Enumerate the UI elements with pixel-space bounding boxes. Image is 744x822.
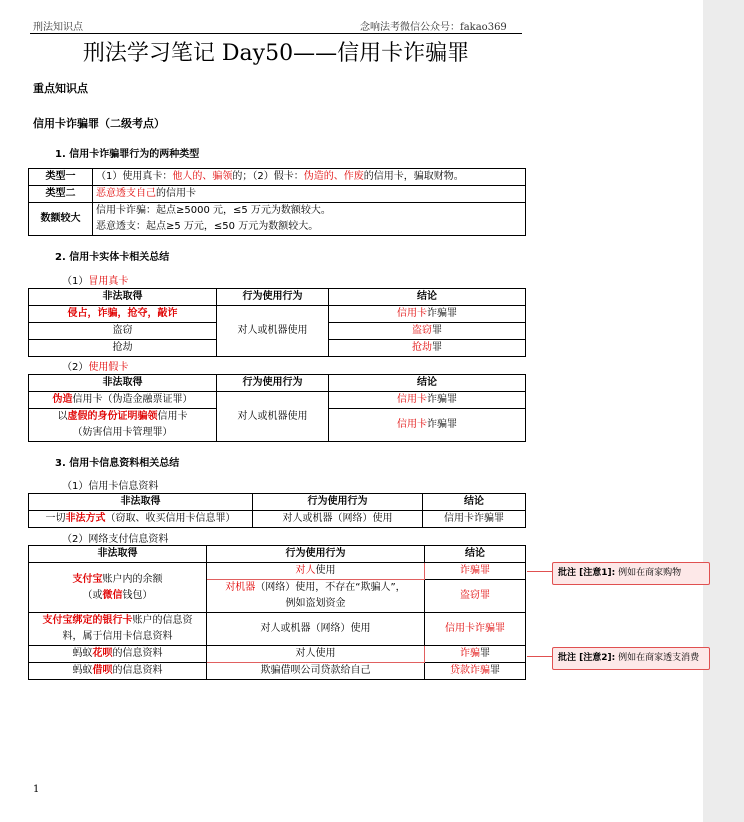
col-header-conclusion: 结论 — [423, 494, 526, 511]
type2-text: 恶意透支自己的信用卡 — [93, 186, 526, 203]
comment-margin — [703, 0, 744, 822]
cell-conclusion: 信用卡诈骗罪 — [425, 613, 526, 646]
header-rule — [30, 33, 522, 34]
s1-heading: 1. 信用卡诈骗罪行为的两种类型 — [55, 149, 200, 160]
cell-acquire: 侵占，诈骗，抢夺，敲诈 — [29, 306, 217, 323]
amount-label: 数额较大 — [29, 203, 93, 236]
comment-2[interactable]: 批注 [注意2]: 例如在商家透支消费 — [552, 647, 710, 670]
cell-acquire: 蚂蚁花呗的信息资料 — [29, 646, 207, 663]
col-header-conclusion: 结论 — [425, 546, 526, 563]
types-table — [28, 168, 526, 236]
table-row — [29, 306, 526, 323]
comment-connector-2 — [527, 656, 552, 657]
cell-conclusion: 信用卡诈骗罪 — [329, 409, 526, 442]
comment-connector-1 — [527, 571, 552, 572]
col-header-use: 行为使用行为 — [217, 289, 329, 306]
cell-acquire: 一切非法方式（窃取、收买信用卡信息罪） — [29, 511, 253, 528]
page-number: 1 — [33, 784, 40, 795]
section-crime: 信用卡诈骗罪（二级考点） — [33, 117, 165, 130]
fake-card-table — [28, 374, 526, 442]
comment-1[interactable]: 批注 [注意1]: 例如在商家购物 — [552, 562, 710, 585]
col-header-use: 行为使用行为 — [207, 546, 425, 563]
col-header-acquire: 非法取得 — [29, 546, 207, 563]
cell-conclusion: 盗窃罪 — [329, 323, 526, 340]
cell-use: 对人或机器（网络）使用 — [207, 613, 425, 646]
cell-conclusion: 贷款诈骗罪 — [425, 663, 526, 680]
cell-conclusion: 抢劫罪 — [329, 340, 526, 357]
table-row — [29, 546, 526, 563]
cell-conclusion: 诈骗罪 — [425, 646, 526, 663]
cell-acquire: 蚂蚁借呗的信息资料 — [29, 663, 207, 680]
cell-conclusion: 信用卡诈骗罪 — [329, 306, 526, 323]
table-row — [29, 169, 526, 186]
table-row — [29, 563, 526, 580]
table-row — [29, 289, 526, 306]
table-row — [29, 186, 526, 203]
cell-use: 对人使用 — [207, 646, 425, 663]
col-header-conclusion: 结论 — [329, 289, 526, 306]
cell-use: 对人或机器使用 — [217, 392, 329, 442]
cell-acquire: 抢劫 — [29, 340, 217, 357]
s2-heading: 2. 信用卡实体卡相关总结 — [55, 252, 170, 263]
cell-use: 欺骗借呗公司贷款给自己 — [207, 663, 425, 680]
table-row — [29, 663, 526, 680]
cell-acquire: 支付宝账户内的余额 （或微信钱包） — [29, 563, 207, 613]
cell-acquire: 盗窃 — [29, 323, 217, 340]
cell-conclusion: 信用卡诈骗罪 — [329, 392, 526, 409]
table-row — [29, 392, 526, 409]
card-info-table — [28, 493, 526, 528]
type2-label: 类型二 — [29, 186, 93, 203]
table-row — [29, 494, 526, 511]
cell-use: 对人或机器（网络）使用 — [253, 511, 423, 528]
header-right: 念响法考微信公众号：fakao369 — [360, 22, 507, 33]
cell-conclusion: 信用卡诈骗罪 — [423, 511, 526, 528]
table-row — [29, 203, 526, 236]
type1-label: 类型一 — [29, 169, 93, 186]
section-key-points: 重点知识点 — [33, 82, 88, 95]
s2-sub2: （2）使用假卡 — [62, 362, 129, 373]
s3-heading: 3. 信用卡信息资料相关总结 — [55, 458, 180, 469]
s2-sub1: （1）冒用真卡 — [62, 276, 129, 287]
table-row — [29, 613, 526, 646]
cell-acquire: 支付宝绑定的银行卡账户的信息资 料，属于信用卡信息资料 — [29, 613, 207, 646]
col-header-use: 行为使用行为 — [253, 494, 423, 511]
cell-acquire: 以虚假的身份证明骗领信用卡 （妨害信用卡管理罪） — [29, 409, 217, 442]
s3-sub2: （2）网络支付信息资料 — [62, 534, 169, 545]
col-header-conclusion: 结论 — [329, 375, 526, 392]
cell-use: 对人使用 — [207, 563, 425, 580]
col-header-use: 行为使用行为 — [217, 375, 329, 392]
col-header-acquire: 非法取得 — [29, 494, 253, 511]
cell-acquire: 伪造信用卡（伪造金融票证罪） — [29, 392, 217, 409]
type1-text: （1）使用真卡：他人的、骗领的；（2）假卡：伪造的、作废的信用卡，骗取财物。 — [93, 169, 526, 186]
col-header-acquire: 非法取得 — [29, 289, 217, 306]
real-card-table — [28, 288, 526, 357]
cell-use: 对机器（网络）使用，不存在“欺骗人”， 例如盗划资金 — [207, 580, 425, 613]
cell-conclusion: 诈骗罪 — [425, 563, 526, 580]
table-row — [29, 646, 526, 663]
s3-sub1: （1）信用卡信息资料 — [62, 481, 159, 492]
page-title: 刑法学习笔记 Day50——信用卡诈骗罪 — [82, 41, 470, 66]
cell-use: 对人或机器使用 — [217, 306, 329, 357]
cell-conclusion: 盗窃罪 — [425, 580, 526, 613]
header-left: 刑法知识点 — [33, 22, 83, 33]
table-row — [29, 511, 526, 528]
online-pay-table — [28, 545, 526, 680]
table-row — [29, 375, 526, 392]
amount-text: 信用卡诈骗：起点≥5000 元，≤5 万元为数额较大。 恶意透支：起点≥5 万元，≤50 万元为数额较大。 — [93, 203, 526, 236]
col-header-acquire: 非法取得 — [29, 375, 217, 392]
